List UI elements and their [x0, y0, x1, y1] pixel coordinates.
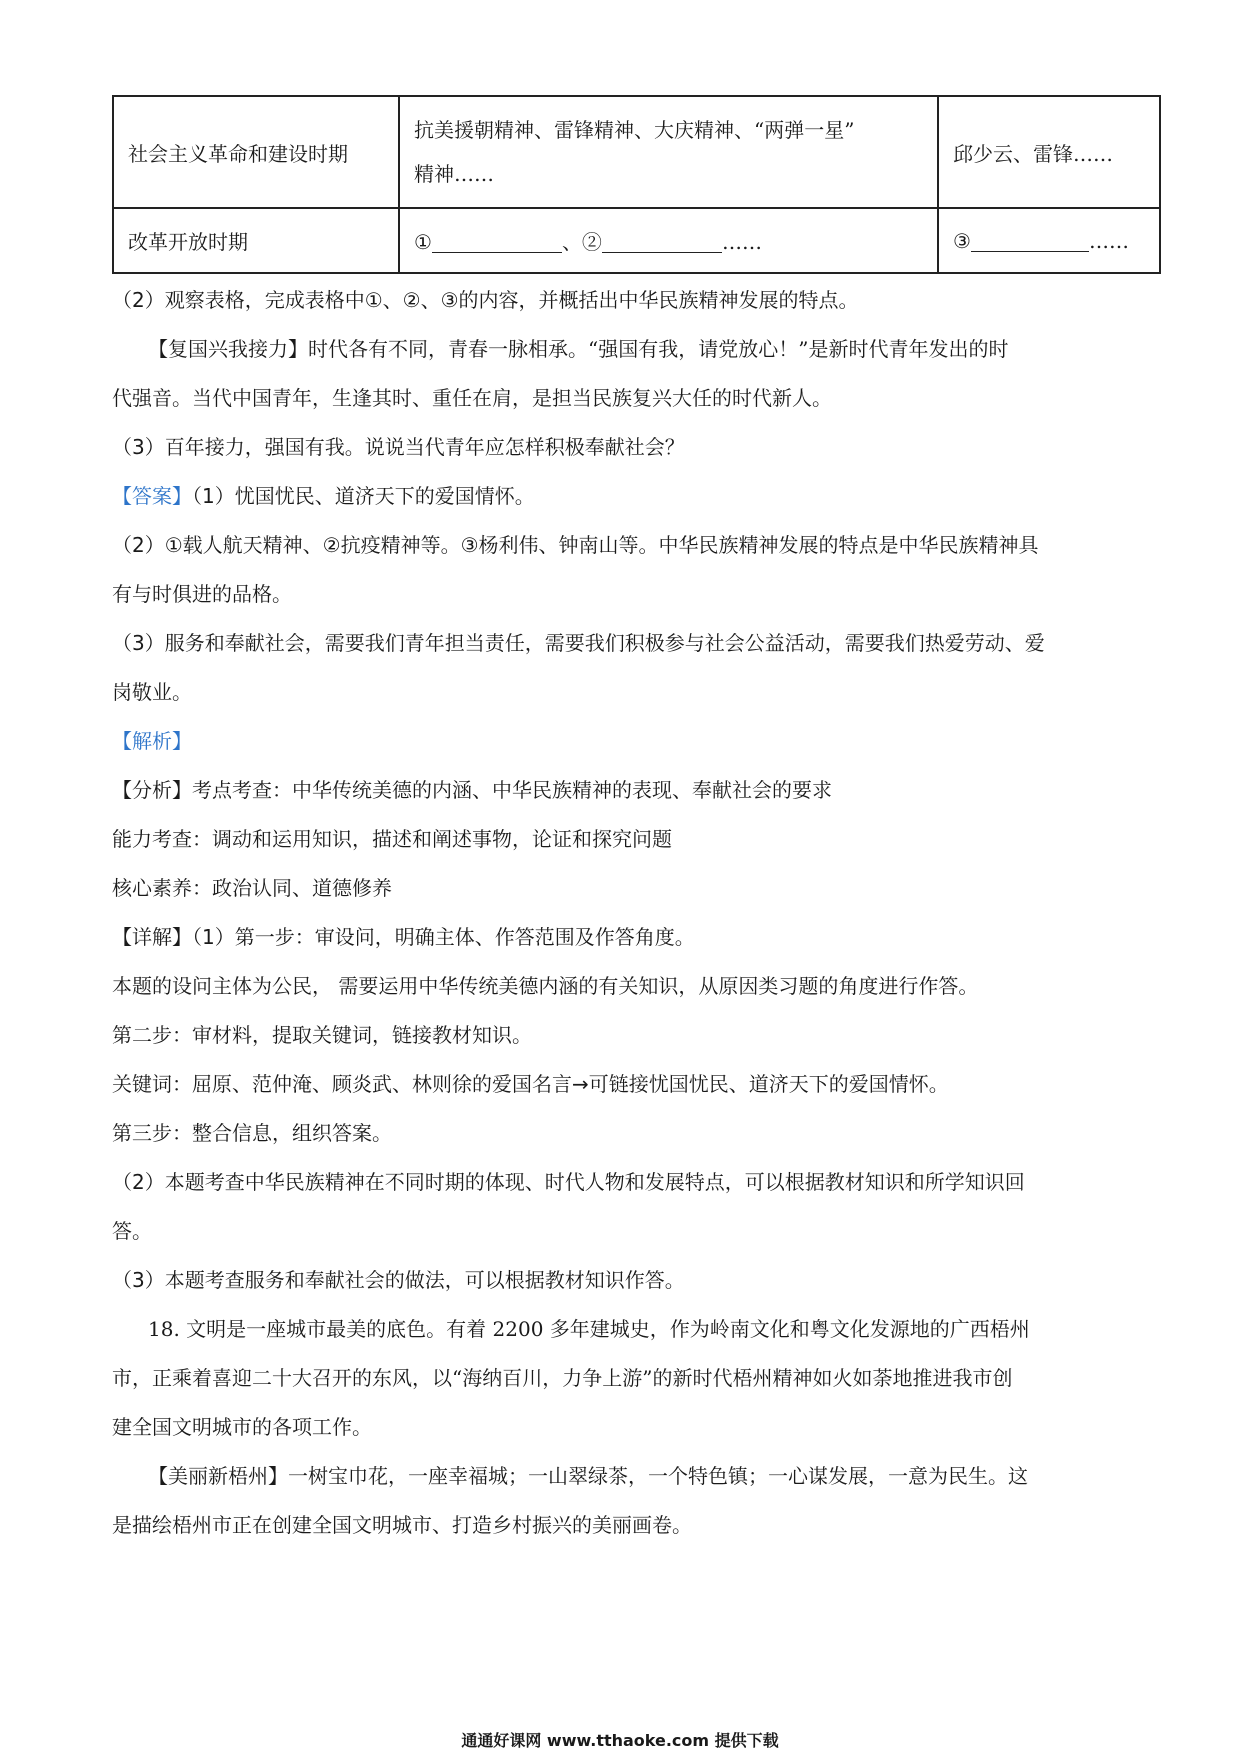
detail-line: 答。 [112, 1219, 152, 1243]
analysis-label: 【解析】 [112, 729, 192, 753]
marker-2: 、② [561, 230, 602, 254]
detail-line: （3）本题考查服务和奉献社会的做法，可以根据教材知识作答。 [112, 1268, 685, 1292]
marker-3: ③ [953, 228, 971, 253]
question-3: （3）百年接力，强国有我。说说当代青年应怎样积极奉献社会？ [112, 435, 685, 459]
people-blank-cell [938, 208, 1160, 273]
question-18-line: 18. 文明是一座城市最美的底色。有着 2200 多年建城史，作为岭南文化和粤文化发源地的广西梧州 [148, 1317, 1030, 1341]
spirit-table [112, 95, 1161, 274]
ellipsis: …… [721, 230, 762, 254]
answer-line-1: 【答案】（1）忧国忧民、道济天下的爱国情怀。 [112, 484, 535, 508]
analysis-core: 核心素养：政治认同、道德修养 [112, 876, 392, 900]
spirit-blank-cell [399, 208, 938, 273]
ellipsis: …… [1088, 228, 1129, 253]
question-18-line: 建全国文明城市的各项工作。 [112, 1415, 372, 1439]
blank-2 [602, 232, 722, 253]
answer-label: 【答案】 [112, 484, 192, 508]
beauty-paragraph-line: 是描绘梧州市正在创建全国文明城市、打造乡村振兴的美丽画卷。 [112, 1513, 692, 1537]
people-cell: 邱少云、雷锋…… [938, 96, 1160, 208]
analysis-fenxi: 【分析】考点考查：中华传统美德的内涵、中华民族精神的表现、奉献社会的要求 [112, 778, 832, 802]
answer-line-2: （2）①载人航天精神、②抗疫精神等。③杨利伟、钟南山等。中华民族精神发展的特点是中华民族精神具 [112, 533, 1039, 557]
detail-line: 第三步：整合信息，组织答案。 [112, 1121, 392, 1145]
period-cell: 改革开放时期 [113, 208, 399, 273]
period-cell: 社会主义革命和建设时期 [113, 96, 399, 208]
answer-line-2-cont: 有与时俱进的品格。 [112, 582, 292, 606]
answer-line-3: （3）服务和奉献社会，需要我们青年担当责任，需要我们积极参与社会公益活动，需要我们热爱劳动、爱 [112, 631, 1045, 655]
detail-line: 第二步：审材料，提取关键词，链接教材知识。 [112, 1023, 532, 1047]
question-18-line: 市，正乘着喜迎二十大召开的东风，以“海纳百川，力争上游”的新时代梧州精神如火如荼地推进我市创 [112, 1366, 1013, 1390]
question-2: （2）观察表格，完成表格中①、②、③的内容，并概括出中华民族精神发展的特点。 [112, 288, 859, 312]
relay-paragraph-line: 【复国兴我接力】时代各有不同，青春一脉相承。“强国有我，请党放心！”是新时代青年发出的时 [148, 337, 1009, 361]
analysis-ability: 能力考查：调动和运用知识，描述和阐述事物，论证和探究问题 [112, 827, 672, 851]
table-row [113, 208, 1160, 273]
answer-line-3-cont: 岗敬业。 [112, 680, 192, 704]
detail-line: 关键词：屈原、范仲淹、顾炎武、林则徐的爱国名言→可链接忧国忧民、道济天下的爱国情怀。 [112, 1072, 949, 1096]
detail-line: 本题的设问主体为公民， 需要运用中华传统美德内涵的有关知识，从原因类习题的角度进行作答。 [112, 974, 979, 998]
detail-line: 【详解】（1）第一步：审设问，明确主体、作答范围及作答角度。 [112, 925, 695, 949]
detail-line: （2）本题考查中华民族精神在不同时期的体现、时代人物和发展特点，可以根据教材知识和所学知识回 [112, 1170, 1025, 1194]
footer-credit: 通通好课网 www.tthaoke.com 提供下载 [461, 1731, 779, 1750]
spirit-cell [399, 96, 938, 208]
marker-1: ① [414, 230, 432, 254]
blank-3 [971, 231, 1089, 252]
spirit-line: 抗美援朝精神、雷锋精神、大庆精神、“两弹一星” [414, 118, 855, 142]
relay-paragraph-line: 代强音。当代中国青年，生逢其时、重任在肩，是担当民族复兴大任的时代新人。 [112, 386, 832, 410]
beauty-paragraph-line: 【美丽新梧州】一树宝巾花，一座幸福城；一山翠绿茶，一个特色镇；一心谋发展，一意为民生。这 [148, 1464, 1028, 1488]
table-row [113, 96, 1160, 208]
blank-1 [432, 232, 562, 253]
spirit-line: 精神…… [414, 162, 494, 186]
